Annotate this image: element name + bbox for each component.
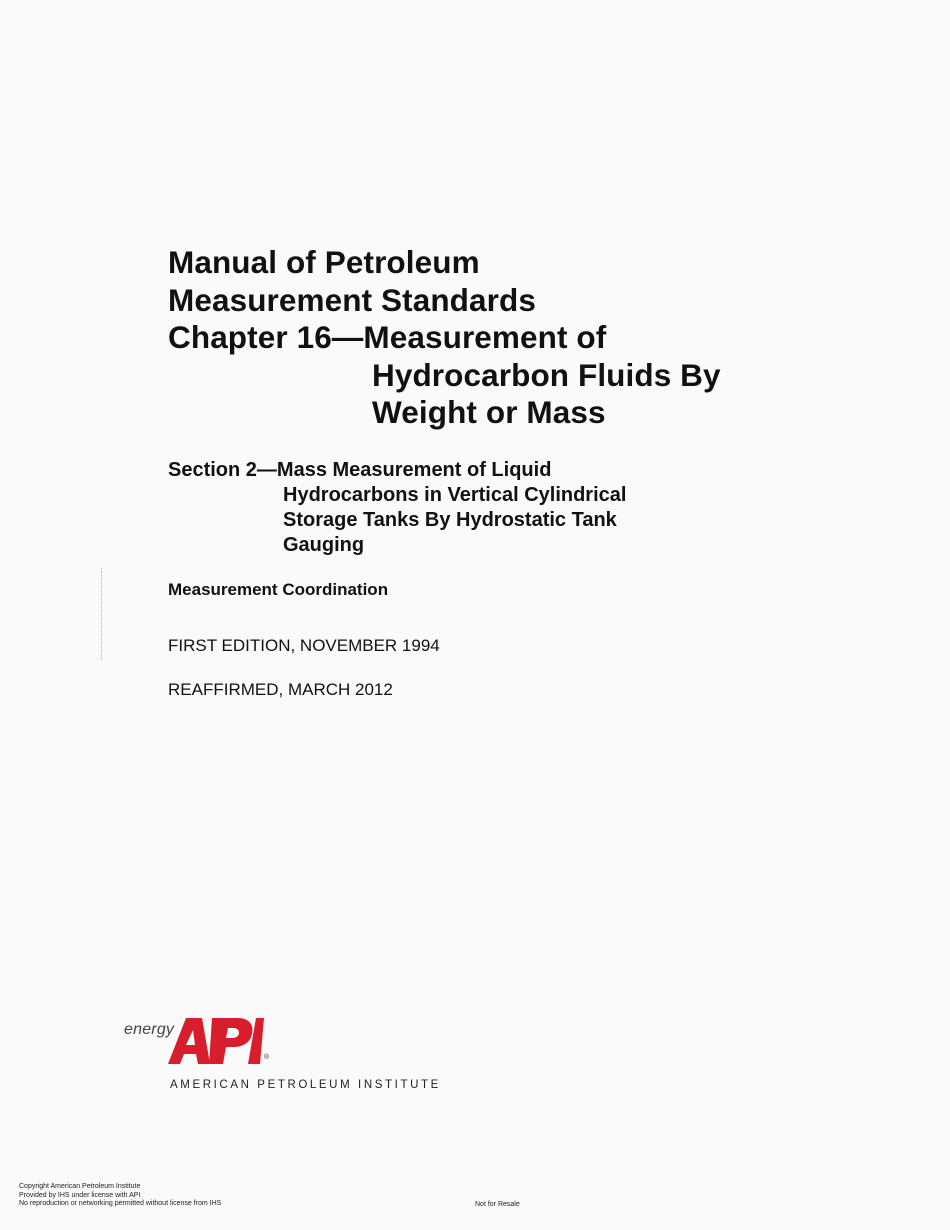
api-logo (120, 1010, 440, 1100)
api-logo-mark (168, 1012, 264, 1064)
logo-caption: AMERICAN PETROLEUM INSTITUTE (170, 1079, 441, 1091)
registered-mark: ® (264, 1054, 270, 1061)
margin-dots-divider (101, 568, 106, 660)
section-line: Hydrocarbons in Vertical Cylindrical (283, 484, 627, 506)
copyright-notice (19, 1183, 221, 1209)
title-line: Manual of Petroleum (168, 244, 480, 280)
copyright-line: Provided by IHS under license with API (19, 1191, 141, 1199)
title-line: Chapter 16—Measurement of (168, 319, 607, 355)
title-line: Hydrocarbon Fluids By (372, 356, 721, 393)
coordination-label: Measurement Coordination (168, 580, 389, 599)
title-line: Measurement Standards (168, 281, 536, 318)
reaffirmed-label: REAFFIRMED, MARCH 2012 (168, 680, 393, 699)
title-line: Weight or Mass (372, 394, 606, 430)
edition-label: FIRST EDITION, NOVEMBER 1994 (168, 636, 440, 655)
document-title (168, 244, 868, 432)
copyright-line: No reproduction or networking permitted without license from IHS (19, 1200, 222, 1207)
logo-energy-text: energy (124, 1021, 175, 1038)
not-for-resale-notice: Not for Resale (475, 1201, 520, 1208)
section-line: Storage Tanks By Hydrostatic Tank (283, 509, 617, 531)
section-title (168, 458, 768, 558)
logo-letter-p (209, 1018, 252, 1064)
copyright-line: Copyright American Petroleum Institute (19, 1183, 141, 1190)
section-line: Section 2—Mass Measurement of Liquid (168, 459, 552, 481)
section-line: Gauging (283, 534, 365, 556)
